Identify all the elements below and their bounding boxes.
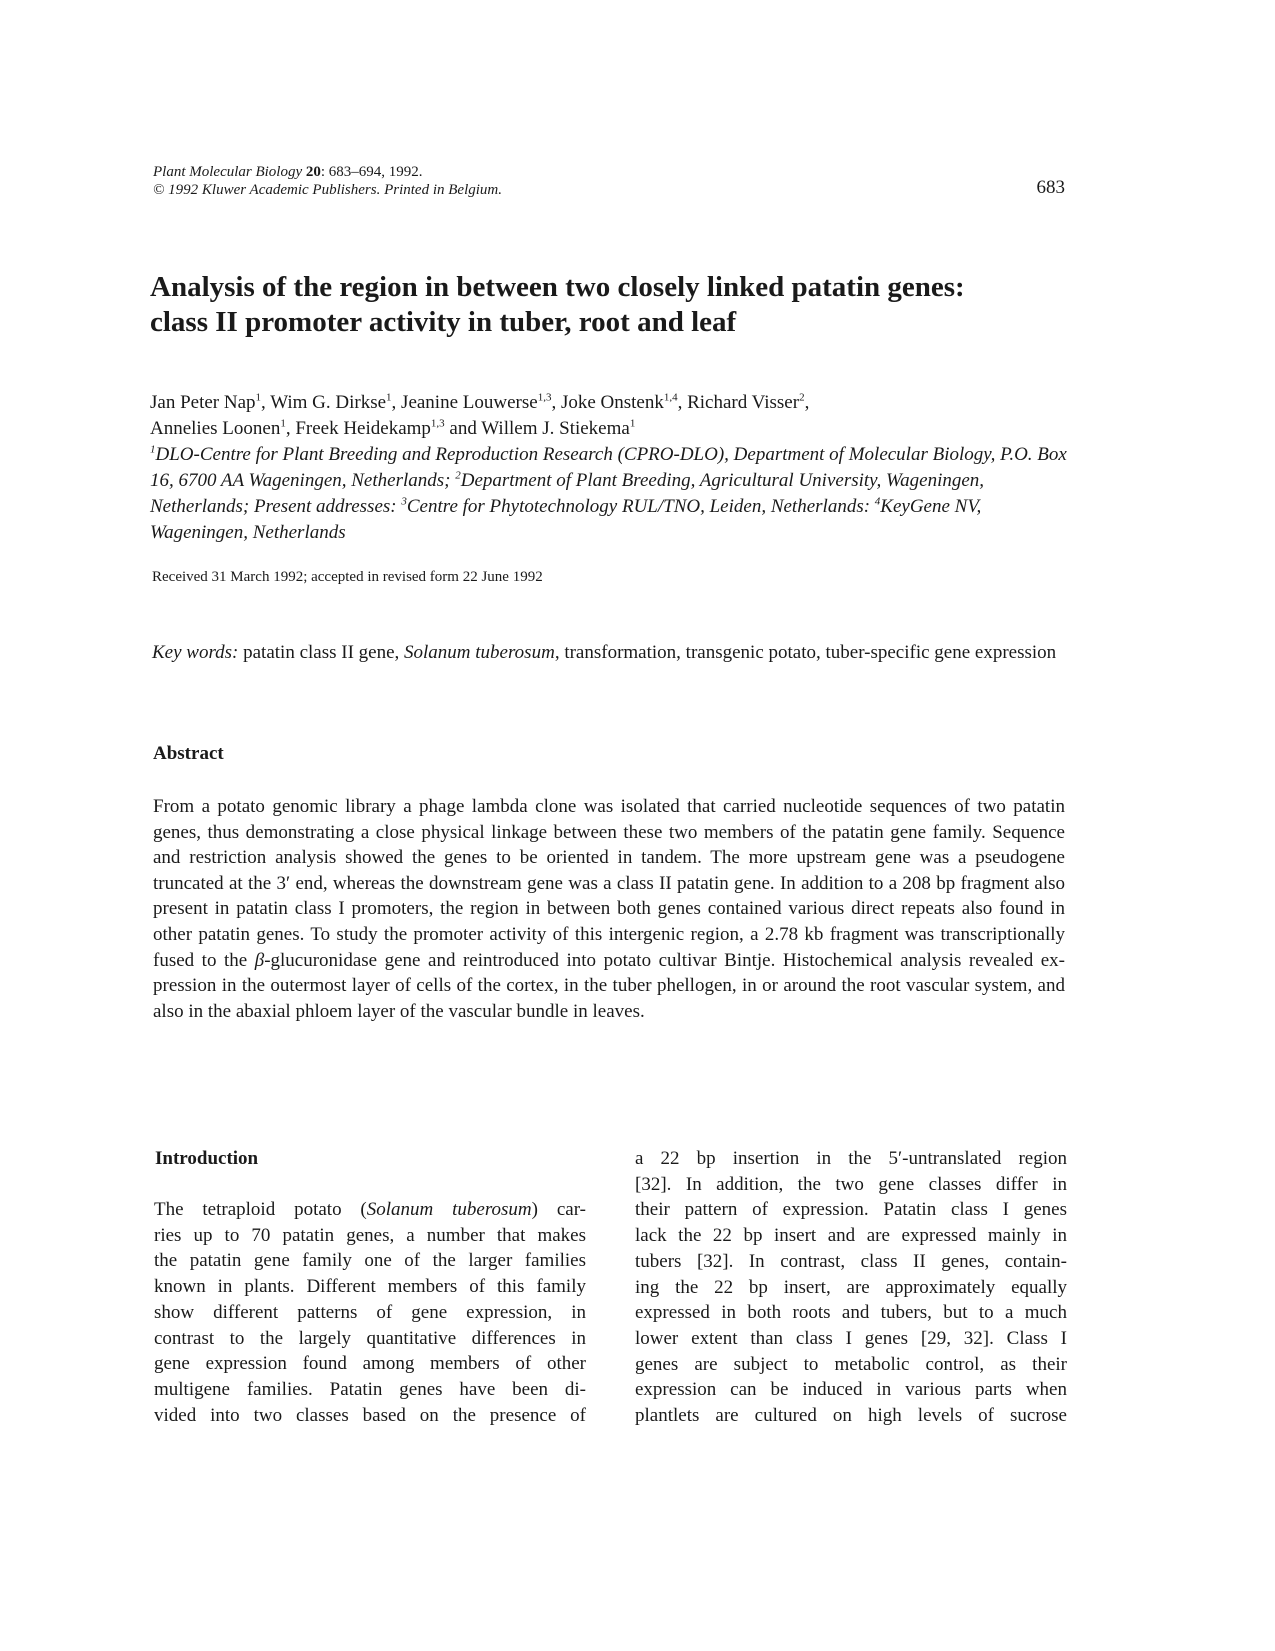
abstract-heading: Abstract	[153, 743, 224, 764]
affil-sup: 2	[455, 469, 461, 482]
affiliation-2: Department of Plant Breeding, Agricultural University, Wageningen, Netherlands; Present addresses:	[150, 470, 985, 517]
text-line: the patatin gene family one of the larger families	[154, 1250, 586, 1272]
text-line: lack the 22 bp insert and are expressed mainly in	[635, 1225, 1067, 1247]
text-line: [32]. In addition, the two gene classes differ in	[635, 1173, 1067, 1195]
author-affil-sup: 2	[799, 391, 805, 404]
author-affil-sup: 1	[255, 391, 262, 404]
intro-right-column	[635, 1146, 1067, 1429]
text-line: The tetraploid potato (Solanum tuberosum) car-	[154, 1199, 586, 1220]
author-name: , Jeanine Louwerse	[391, 392, 538, 413]
journal-pages-year: : 683–694, 1992.	[320, 164, 423, 180]
text-line: gene expression found among members of other	[154, 1353, 586, 1375]
affiliations	[150, 442, 1070, 546]
author-affil-sup: 1,3	[430, 417, 445, 430]
affiliation-1: DLO-Centre for Plant Breeding and Reproduction Research (CPRO-DLO), Department of Molecular Biology, P.O. Box 16, 6700 AA Wageningen, Netherlands;	[150, 444, 1067, 491]
author-list	[150, 390, 1070, 442]
keywords-text: patatin class II gene,	[238, 642, 405, 663]
abstract-text: -glucuronidase gene and reintroduced into potato cultivar Bintje. Histochemical analysis revealed expression in the outermost layer of cells of the cortex, in the tuber phellogen, in or around the root vascular system, and also in the abaxial phloem layer of the vascular bundle in leaves.	[153, 949, 1065, 1022]
author-name: , Wim G. Dirkse	[261, 392, 387, 413]
affiliation-4: KeyGene NV, Wageningen, Netherlands	[150, 496, 982, 543]
text-line: expressed in both roots and tubers, but to a much	[635, 1302, 1067, 1324]
text-line: lower extent than class I genes [29, 32]. Class I	[635, 1327, 1067, 1349]
author-affil-sup: 1,3	[537, 391, 552, 404]
title-line-1: Analysis of the region in between two closely linked patatin genes:	[150, 271, 965, 303]
author-affil-sup: 1,4	[663, 391, 678, 404]
text-line: known in plants. Different members of this family	[154, 1276, 586, 1298]
author-affil-sup: 1	[386, 391, 392, 404]
author-name: Jan Peter Nap	[150, 392, 256, 413]
author-name: Annelies Loonen	[150, 418, 281, 439]
text-line: show different patterns of gene expression, in	[154, 1301, 586, 1323]
received-dates: Received 31 March 1992; accepted in revised form 22 June 1992	[152, 569, 543, 585]
paper-title	[150, 270, 1110, 340]
keywords	[152, 640, 1067, 666]
text-line: ing the 22 bp insert, are approximately equally	[635, 1276, 1067, 1298]
abstract-beta: β	[254, 949, 265, 971]
journal-name: Plant Molecular Biology	[153, 164, 303, 180]
author-affil-sup: 1	[280, 417, 286, 430]
text-line: contrast to the largely quantitative differences in	[154, 1327, 586, 1349]
text-line: plantlets are cultured on high levels of sucrose	[635, 1405, 1067, 1427]
author-name: , Joke Onstenk	[551, 392, 664, 413]
author-name: and Willem J. Stiekema	[444, 418, 630, 439]
keywords-text: , transformation, transgenic potato, tuber-specific gene expression	[554, 642, 1057, 663]
affil-sup: 3	[401, 495, 407, 508]
abstract-body	[153, 794, 1065, 1024]
author-separator: ,	[804, 392, 810, 413]
text-line: genes are subject to metabolic control, as their	[635, 1353, 1067, 1375]
text-line: tubers [32]. In contrast, class II genes, contain-	[635, 1250, 1067, 1272]
author-block	[150, 390, 1070, 546]
text-line: multigene families. Patatin genes have been di-	[154, 1378, 586, 1400]
intro-left-column	[154, 1197, 586, 1428]
title-line-2: class II promoter activity in tuber, root and leaf	[150, 306, 737, 338]
journal-header	[153, 163, 1065, 199]
text-line: their pattern of expression. Patatin class I genes	[635, 1199, 1067, 1221]
copyright-line: © 1992 Kluwer Academic Publishers. Printed in Belgium.	[153, 182, 502, 198]
journal-volume: 20	[305, 164, 321, 180]
page-number: 683	[1036, 177, 1065, 198]
author-affil-sup: 1	[629, 417, 636, 430]
keywords-label: Key words:	[152, 642, 239, 663]
text-line: vided into two classes based on the presence of	[154, 1404, 586, 1426]
author-name: , Freek Heidekamp	[285, 418, 431, 439]
text-line: a 22 bp insertion in the 5′-untranslated region	[635, 1148, 1067, 1169]
affil-sup: 1	[150, 443, 156, 456]
abstract-text: From a potato genomic library a phage lambda clone was isolated that carried nucleotide sequences of two patatin genes, thus demonstrating a close physical linkage between these two members of the patatin gene family. Sequence and restriction analysis showed the genes to be oriented in tandem. The more upstream gene was a pseudogene truncated at the 3′ end, whereas the downstream gene was a class II patatin gene. In addition to a 208 bp fragment also present in patatin class I promoters, the region in between both genes contained various direct repeats also found in other patatin genes. To study the promoter activity of this intergenic region, a 2.78 kb fragment was transcriptionally fused to the	[153, 796, 1065, 971]
keywords-species: Solanum tuberosum	[404, 642, 555, 663]
text-line: expression can be induced in various parts when	[635, 1379, 1067, 1401]
introduction-heading: Introduction	[155, 1148, 259, 1169]
affiliation-3: Centre for Phytotechnology RUL/TNO, Leiden, Netherlands:	[406, 496, 875, 517]
affil-sup: 4	[874, 495, 881, 508]
author-name: , Richard Visser	[677, 392, 800, 413]
text-line: ries up to 70 patatin genes, a number that makes	[154, 1224, 586, 1246]
journal-citation	[153, 163, 1065, 181]
